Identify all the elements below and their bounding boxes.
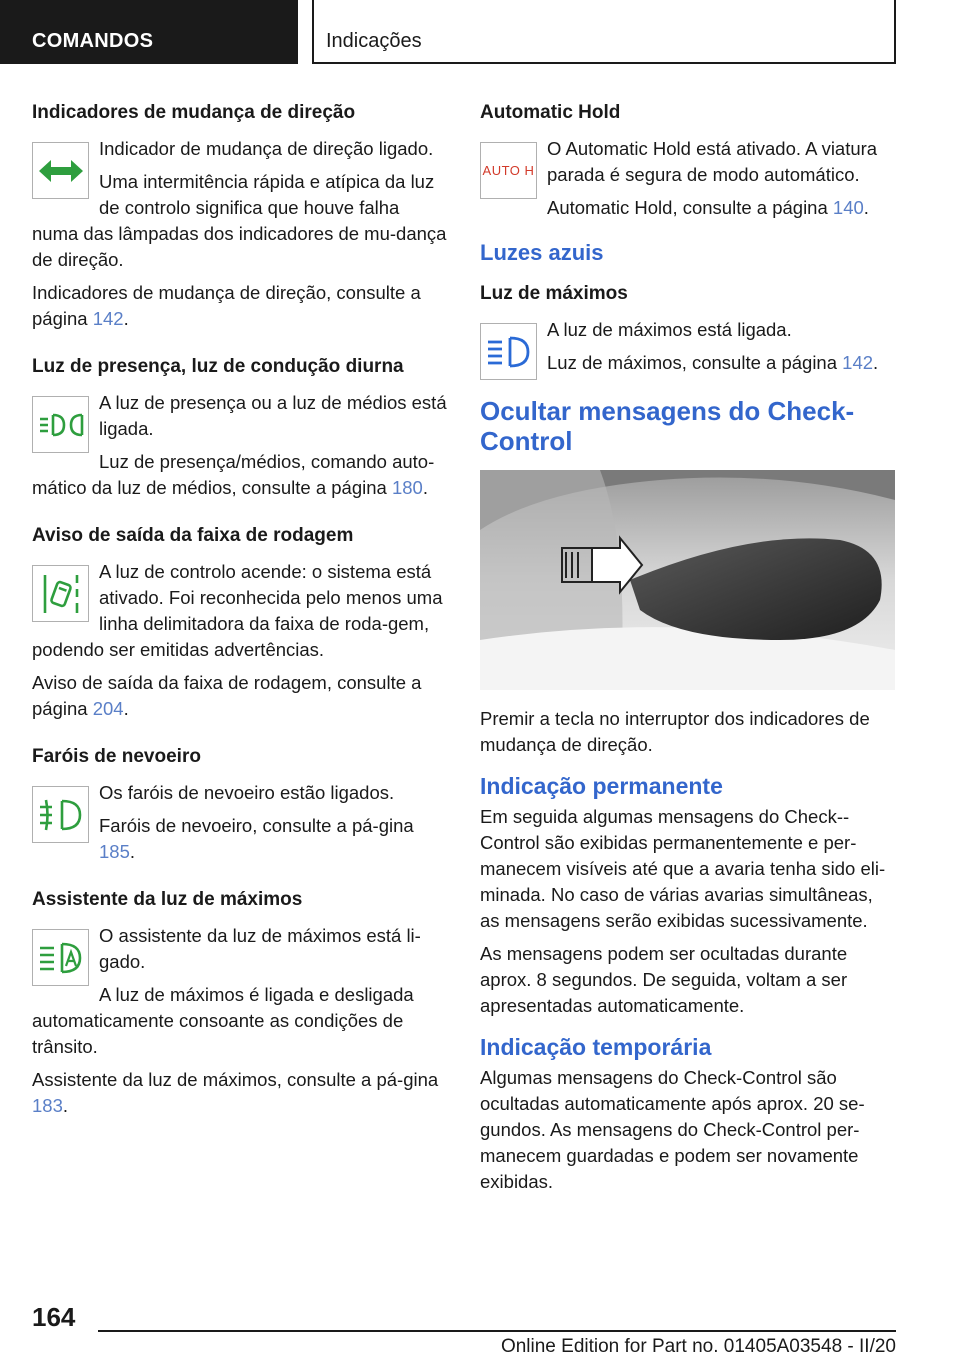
blue-lights-title: Luzes azuis <box>480 240 604 265</box>
turn-signal-ref-text: Indicadores de mudança de direção, consulte a página <box>32 282 421 329</box>
turn-signal-heading: Indicadores de mudança de direção <box>32 102 356 123</box>
permanent-indication-text-2: As mensagens podem ser ocultadas durante aprox. 8 segundos. De seguida, voltam a ser apresentadas automaticamente. <box>480 943 848 1016</box>
page-link-183[interactable]: 183 <box>32 1095 63 1116</box>
left-column <box>32 100 447 1126</box>
temporary-indication-text: Algumas mensagens do Check-Control são ocultadas automaticamente após aprox. 20 se‐gundos. As mensagens do Check-Control per‐manecem guardadas e podem ser novamente exibidas. <box>480 1067 865 1192</box>
turn-signal-text-1: Indicador de mudança de direção ligado. <box>99 138 434 159</box>
lane-warning-ref <box>32 670 447 722</box>
fog-light-ref-end: . <box>129 841 136 862</box>
autohold-text-1: O Automatic Hold está ativado. A viatura parada é segura de modo automático. <box>547 138 878 185</box>
high-beam-ref-end: . <box>873 352 879 373</box>
hba-ref <box>32 1067 447 1119</box>
right-column <box>480 100 895 1202</box>
turn-signal-ref <box>32 280 447 332</box>
autohold-ref-end: . <box>863 197 869 218</box>
turn-signal-text-2: Uma intermitência rápida e atípica da luz de controlo significa que houve falha numa das lâmpadas dos indicadores de mu‐dança de direção. <box>32 171 447 270</box>
hba-ref-text: Assistente da luz de máximos, consulte a pá‐gina <box>32 1069 439 1090</box>
temporary-indication-title: Indicação temporária <box>480 1034 712 1060</box>
high-beam-heading: Luz de máximos <box>480 283 628 304</box>
page-link-180[interactable]: 180 <box>391 477 423 498</box>
fog-light-ref <box>32 813 447 865</box>
permanent-indication-title: Indicação permanente <box>480 773 723 799</box>
edition-footer: Online Edition for Part no. 01405A03548 - II/20 <box>500 1336 896 1357</box>
fog-light-ref-text: Faróis de nevoeiro, consulte a pá‐gina <box>99 815 414 836</box>
page-link-204[interactable]: 204 <box>92 698 124 719</box>
page-link-142-b[interactable]: 142 <box>842 352 874 373</box>
high-beam-text-1: A luz de máximos está ligada. <box>547 319 792 340</box>
fog-light-heading: Faróis de nevoeiro <box>32 746 201 767</box>
auto-hold-icon <box>480 142 537 199</box>
hide-check-control-title: Ocultar mensagens do Check-Control <box>480 396 855 456</box>
fog-light-text-1: Os faróis de nevoeiro estão ligados. <box>99 782 395 803</box>
lane-departure-icon <box>32 565 89 622</box>
page-link-140[interactable]: 140 <box>832 197 864 218</box>
lane-warning-text-1: A luz de controlo acende: o sistema está ativado. Foi reconhecida pelo menos uma linha delimitadora da faixa de roda‐gem, podendo ser emitidas advertências. <box>32 561 443 660</box>
lane-warning-ref-text: Aviso de saída da faixa de rodagem, consulte a página <box>32 672 422 719</box>
turn-signal-icon <box>32 142 89 199</box>
parking-light-ref <box>32 449 447 501</box>
hba-text-1: O assistente da luz de máximos está li‐gado. <box>99 925 421 972</box>
section-label: COMANDOS <box>0 0 298 64</box>
parking-light-text-1: A luz de presença ou a luz de médios está ligada. <box>99 392 447 439</box>
hba-heading: Assistente da luz de máximos <box>32 889 303 910</box>
auto-hold-icon-text: AUTO H <box>482 162 535 178</box>
turn-signal-ref-end: . <box>123 308 129 329</box>
parking-light-icon <box>32 396 89 453</box>
lane-warning-ref-end: . <box>123 698 129 719</box>
autohold-ref-text: Automatic Hold, consulte a página <box>547 197 833 218</box>
parking-light-ref-end: . <box>422 477 428 498</box>
permanent-indication-text-1: Em seguida algumas mensagens do Check‐-Control são exibidas permanentemente e per‐manecem visíveis até que a avaria tenha sido eli‐minada. No caso de várias avarias simultâneas, as mensagens serão exibidas sucessivamente. <box>480 806 886 931</box>
page-link-185[interactable]: 185 <box>99 841 130 862</box>
hba-text-2: A luz de máximos é ligada e desligada automaticamente consoante as condições de trânsito. <box>32 984 414 1057</box>
turn-signal-lever-photo <box>480 470 895 690</box>
parking-light-heading: Luz de presença, luz de condução diurna <box>32 356 404 377</box>
fog-light-icon <box>32 786 89 843</box>
high-beam-ref <box>480 350 895 376</box>
page-number: 164 <box>32 1302 76 1332</box>
page-link-142[interactable]: 142 <box>92 308 124 329</box>
hba-ref-end: . <box>62 1095 69 1116</box>
page-title: Indicações <box>312 0 896 64</box>
high-beam-ref-text: Luz de máximos, consulte a página <box>547 352 843 373</box>
parking-light-ref-text: Luz de presença/médios, comando auto‐mático da luz de médios, consulte a página <box>32 451 435 498</box>
autohold-ref <box>480 195 895 221</box>
lane-warning-heading: Aviso de saída da faixa de rodagem <box>32 525 354 546</box>
high-beam-assistant-icon <box>32 929 89 986</box>
hide-check-control-text: Premir a tecla no interruptor dos indicadores de mudança de direção. <box>480 708 870 755</box>
high-beam-icon <box>480 323 537 380</box>
footer-divider <box>98 1330 896 1332</box>
autohold-heading: Automatic Hold <box>480 102 621 123</box>
